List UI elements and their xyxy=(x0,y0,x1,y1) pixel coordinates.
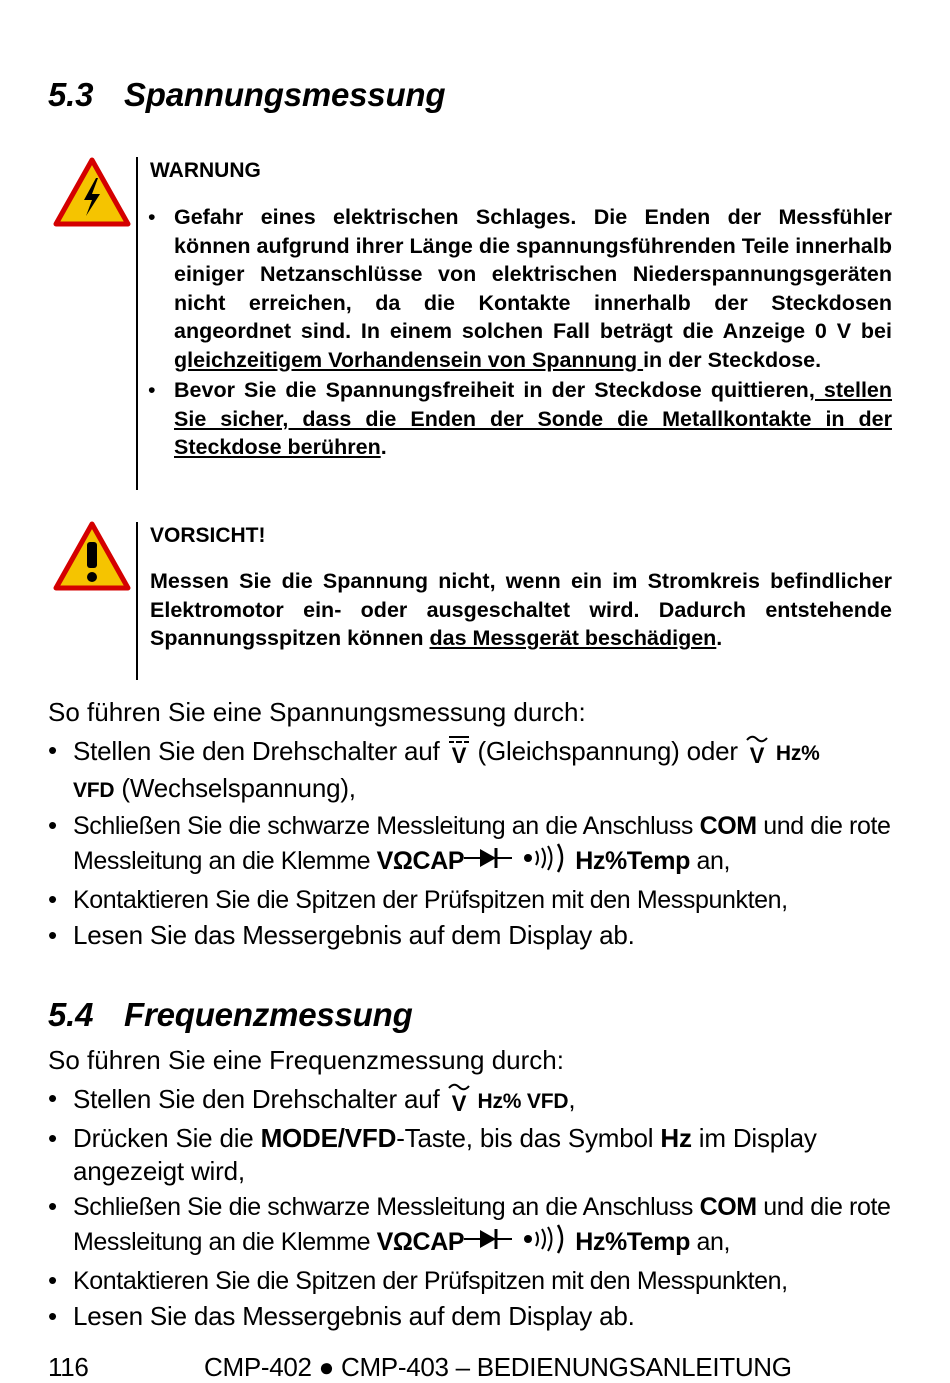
caution-text: Messen Sie die Spannung nicht, wenn ein im Stromkreis befindlicher Elektromotor ein- oder ausgeschaltet wird. Dadurch entstehende Spannungsspitzen können das Messgerät beschädigen. xyxy=(150,569,892,650)
svg-text:V: V xyxy=(749,743,765,764)
exclamation-warning-icon xyxy=(52,520,132,590)
frequency-intro: So führen Sie eine Frequenzmessung durch: xyxy=(48,1045,564,1075)
diode-buzzer-icon xyxy=(464,1224,568,1262)
warning-item: • Gefahr eines elektrischen Schlages. Die Enden der Messfühler können aufgrund ihrer Länge die spannungsführenden Teile innerhalb einiger Netzanschlüsse von elektrischen Niederspannungsgeräten nicht erreichen, da die Kontakte innerhalb der Steckdosen angeordnet sind. In einem solchen Fall beträgt die Anzeige 0 V bei gleichzeitigem Vorhandensein von Spannung in der Steckdose. xyxy=(148,203,892,374)
list-item: • Drücken Sie die MODE/VFD-Taste, bis das Symbol Hz im Display angezeigt wird, xyxy=(48,1122,904,1188)
frequency-steps xyxy=(48,1082,904,1335)
section-title: Spannungsmessung xyxy=(124,76,446,113)
dc-voltage-icon xyxy=(447,734,471,772)
section-heading-5-3 xyxy=(48,76,445,114)
warning-item: • Bevor Sie die Spannungsfreiheit in der Steckdose quittieren, stellen Sie sicher, dass die Enden der Sonde die Metallkontakte in der Steckdose berühren. xyxy=(148,376,892,462)
warning-title: WARNUNG xyxy=(150,159,261,182)
list-item: • Schließen Sie die schwarze Messleitung an die Anschluss COM und die rote Messleitung an die Klemme VΩCAP Hz%Temp an, xyxy=(48,809,904,881)
list-item: • Stellen Sie den Drehschalter auf V (Gleichspannung) oder V Hz% VFD (Wechselspannung), xyxy=(48,734,904,807)
manual-title: CMP-402 ● CMP-403 – BEDIENUNGSANLEITUNG xyxy=(204,1352,792,1382)
lightning-warning-icon xyxy=(52,156,132,226)
section-number: 5.3 xyxy=(48,76,94,113)
diode-buzzer-icon xyxy=(464,843,568,881)
caution-title: VORSICHT! xyxy=(150,524,266,547)
warning-divider xyxy=(136,157,138,490)
ac-voltage-icon xyxy=(447,1082,471,1120)
svg-text:V: V xyxy=(451,1091,466,1112)
section-title: Frequenzmessung xyxy=(124,996,413,1033)
list-item: • Kontaktieren Sie die Spitzen der Prüfspitzen mit den Messpunkten, xyxy=(48,1264,904,1298)
list-item: • Schließen Sie die schwarze Messleitung an die Anschluss COM und die rote Messleitung an die Klemme VΩCAP Hz%Temp an, xyxy=(48,1190,904,1262)
ac-voltage-icon xyxy=(745,734,769,772)
list-item: • Lesen Sie das Messergebnis auf dem Display ab. xyxy=(48,919,904,952)
page-number: 116 xyxy=(48,1352,89,1382)
voltage-intro: So führen Sie eine Spannungsmessung durch: xyxy=(48,697,586,727)
voltage-steps xyxy=(48,734,904,954)
caution-divider xyxy=(136,522,138,680)
page-footer xyxy=(48,1352,792,1383)
section-heading-5-4 xyxy=(48,996,413,1034)
warning-list xyxy=(148,203,892,462)
section-number: 5.4 xyxy=(48,996,94,1033)
svg-text:V: V xyxy=(451,743,466,764)
list-item: • Kontaktieren Sie die Spitzen der Prüfspitzen mit den Messpunkten, xyxy=(48,883,904,917)
list-item: • Lesen Sie das Messergebnis auf dem Display ab. xyxy=(48,1300,904,1333)
list-item: • Stellen Sie den Drehschalter auf V Hz% VFD, xyxy=(48,1082,904,1120)
